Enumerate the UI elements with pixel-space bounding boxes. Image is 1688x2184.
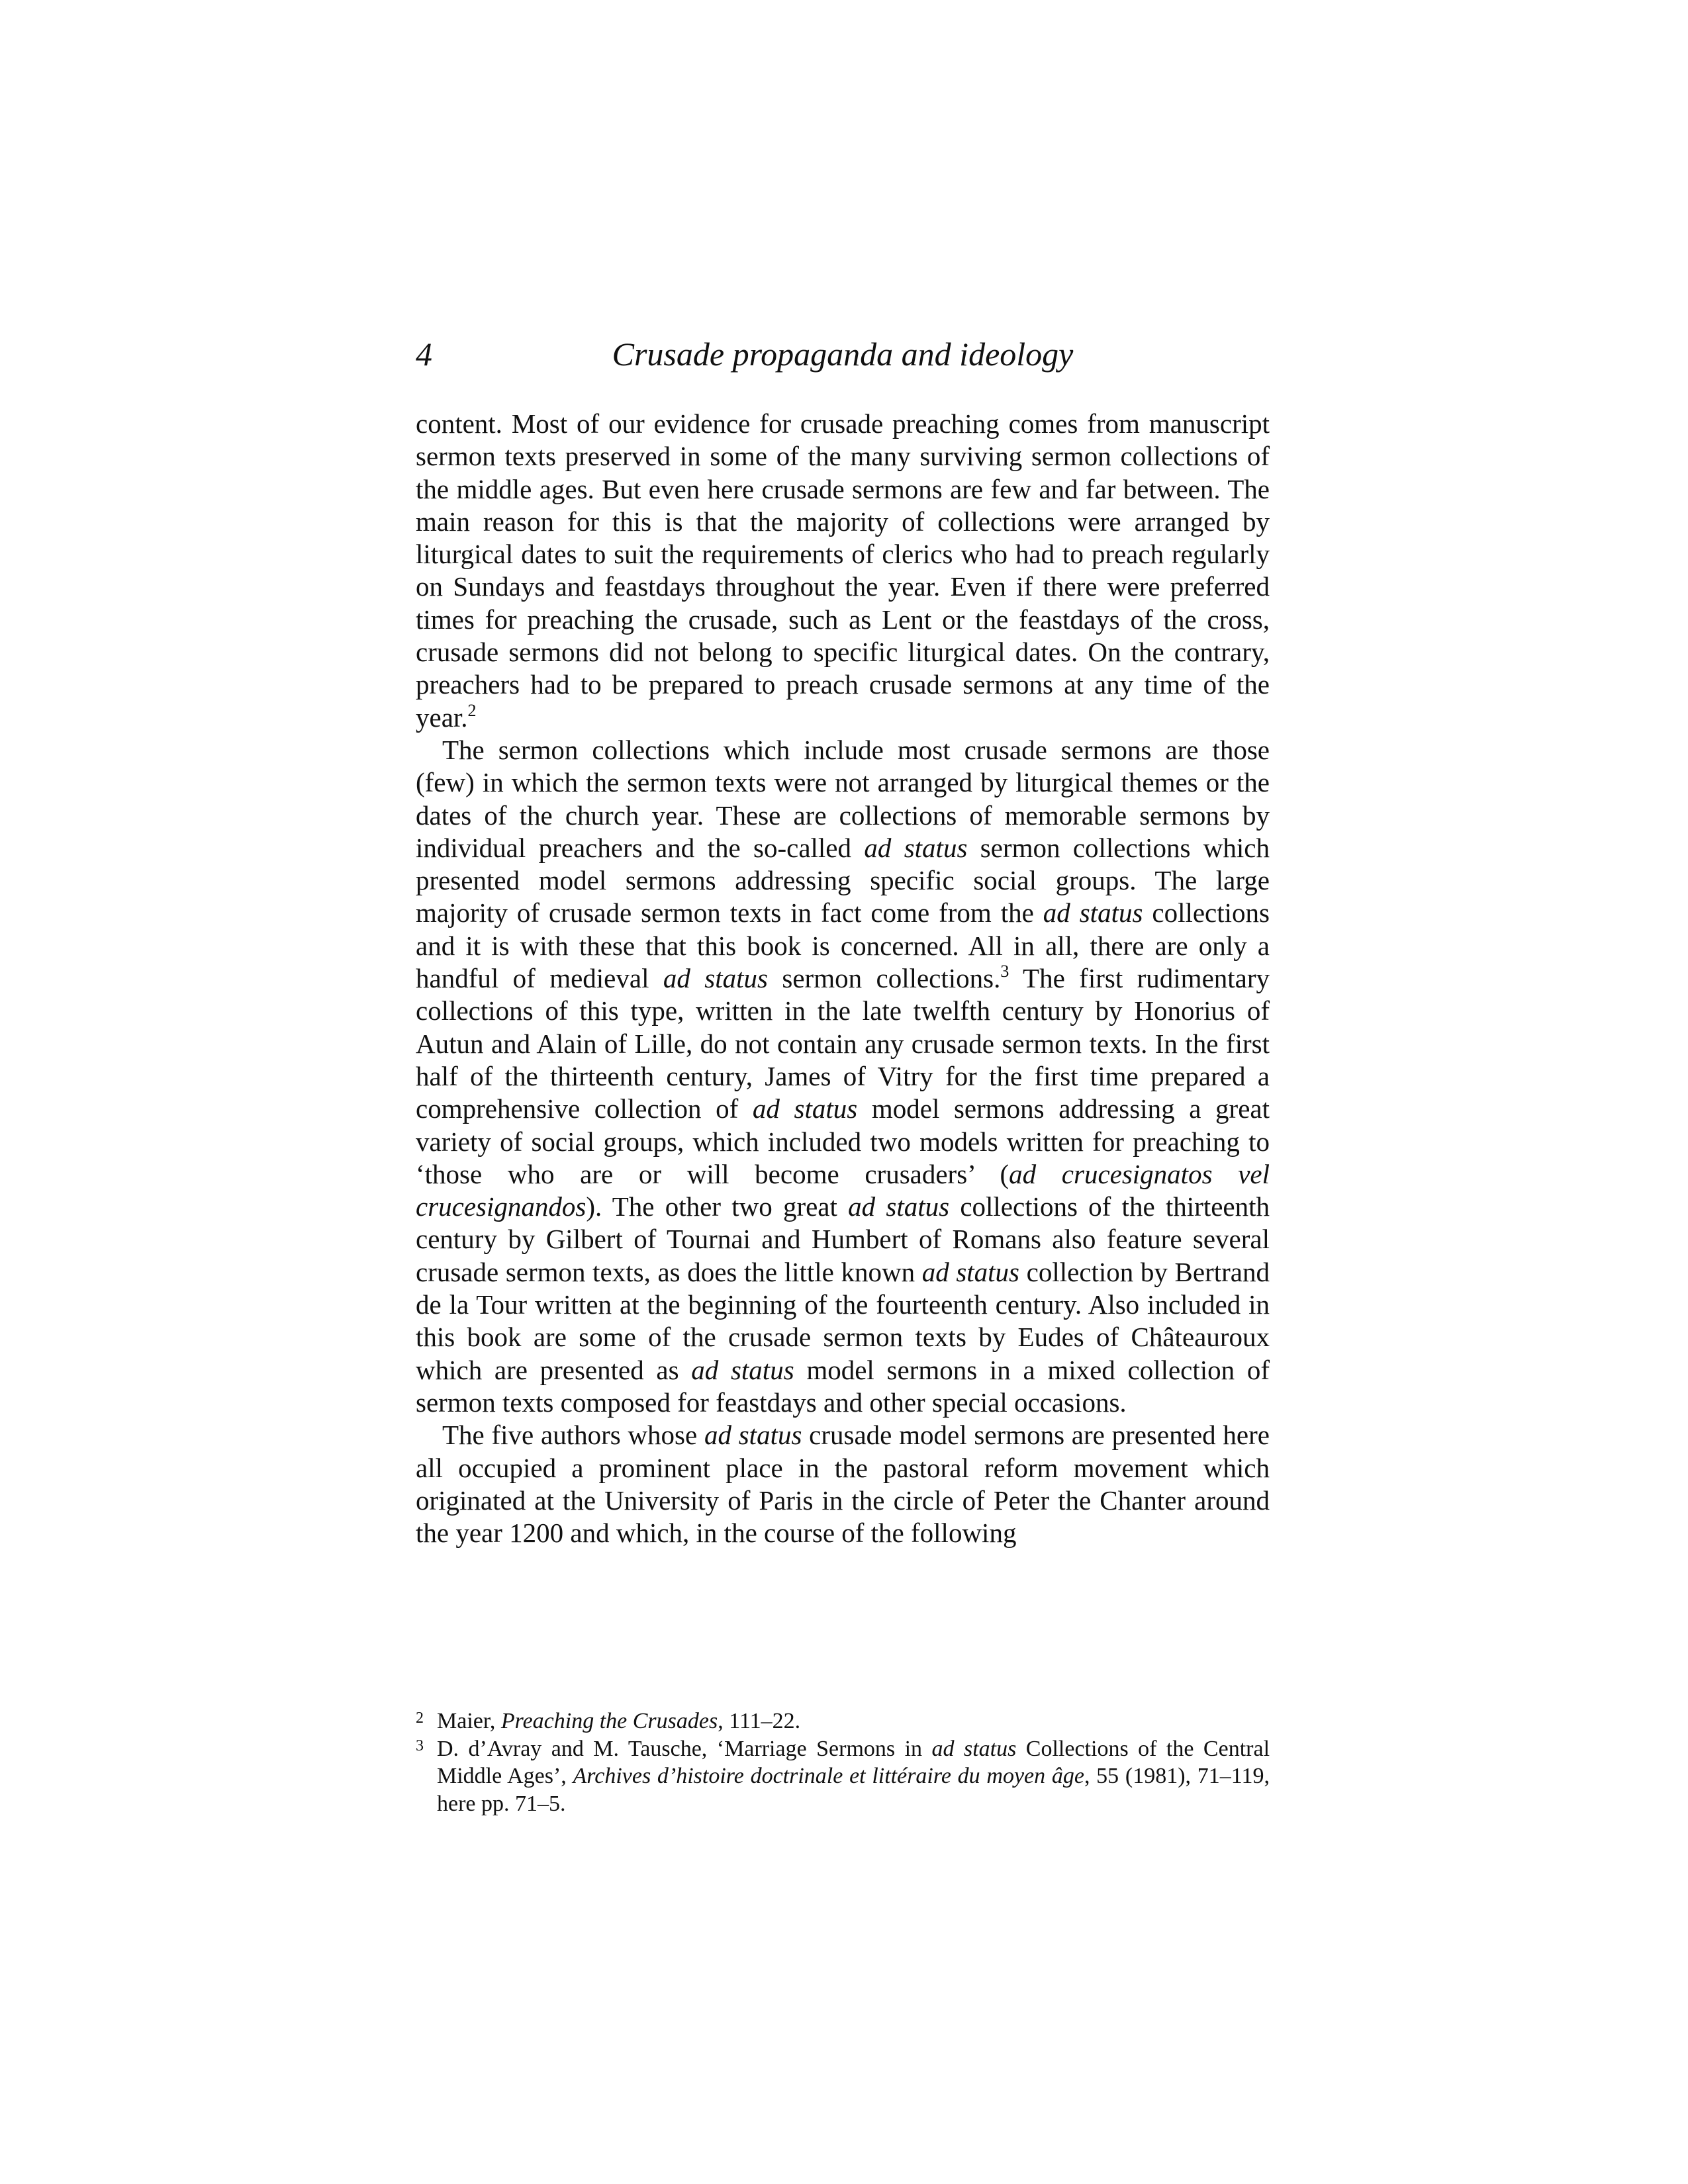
italic-term: ad status xyxy=(931,1736,1017,1761)
footnote-ref-2: 2 xyxy=(467,700,477,720)
italic-term: ad status xyxy=(1043,897,1143,929)
footnote-3 xyxy=(416,1735,1270,1818)
text-run: The sermon collections which include most crusade sermons are those (few) in which the sermon texts were not arranged by liturgical themes or the dates of the church year. These are collections of memorable sermons by individual preachers and the so-called xyxy=(416,734,1270,863)
text-run: collections and it is with these that this book is concerned. All in all, there are only a handful of medieval xyxy=(416,897,1270,994)
footnote-mark: 3 xyxy=(416,1737,424,1754)
italic-term: ad status xyxy=(848,1191,950,1222)
italic-term: ad status xyxy=(921,1256,1020,1287)
italic-term: ad status xyxy=(691,1354,794,1385)
text-run: model sermons in a mixed collection of sermon texts composed for feastdays and other special occasions. xyxy=(416,1354,1270,1418)
text-run: D. d’Avray and M. Tausche, ‘Marriage Sermons in xyxy=(437,1736,932,1761)
text-run: crusade model sermons are presented here all occupied a prominent place in the pastoral reform movement which originated at the University of Paris in the circle of Peter the Chanter around the year 1200 and which, in the course of the following xyxy=(416,1420,1270,1549)
text-run: ). The other two great xyxy=(586,1191,849,1222)
italic-term: ad status xyxy=(663,963,768,994)
text-run: collections of the thirteenth century by Gilbert of Tournai and Humbert of Romans also feature several crusade sermon texts, as does the little known xyxy=(416,1191,1270,1287)
italic-term: ad status xyxy=(752,1093,858,1124)
text-run: sermon collections which presented model sermons addressing specific social groups. The large majority of crusade sermon texts in fact come from the xyxy=(416,832,1270,929)
footnote-ref-3: 3 xyxy=(1000,962,1009,981)
main-text xyxy=(416,408,1270,1549)
text-run: The five authors whose xyxy=(442,1420,704,1451)
italic-term: ad crucesignatos vel crucesignandos xyxy=(416,1158,1270,1222)
text-run: , 55 (1981), 71–119, here pp. 71–5. xyxy=(437,1764,1270,1816)
paragraph-3 xyxy=(416,1419,1270,1549)
page-number: 4 xyxy=(416,336,432,373)
italic-title: Archives d’histoire doctrinale et littéraire du moyen âge xyxy=(573,1764,1084,1788)
paragraph-1 xyxy=(416,408,1270,734)
text-run: model sermons addressing a great variety of social groups, which included two models written for preaching to ‘those who are or will become crusaders’ ( xyxy=(416,1093,1270,1189)
footnote-mark: 2 xyxy=(416,1709,424,1727)
text-run: Collections of the Central Middle Ages’, xyxy=(437,1736,1270,1788)
italic-title: Preaching the Crusades xyxy=(500,1709,718,1733)
text-run: Maier, xyxy=(437,1709,501,1733)
text-run: collection by Bertrand de la Tour written at the beginning of the fourteenth century. Also included in this book are some of the crusade sermon texts by Eudes of Châteauroux which are presented as xyxy=(416,1256,1270,1385)
footnotes xyxy=(416,1707,1270,1817)
footnote-2 xyxy=(416,1707,1270,1735)
running-title: Crusade propaganda and ideology xyxy=(612,336,1074,373)
text-run: The first rudimentary collections of this type, written in the late twelfth century by Honorius of Autun and Alain of Lille, do not contain any crusade sermon texts. In the first half of the thirteenth century, James of Vitry for the first time prepared a comprehensive collection of xyxy=(416,963,1270,1124)
paragraph-2 xyxy=(416,734,1270,1419)
text-run: , 111–22. xyxy=(718,1709,801,1733)
text-run: content. Most of our evidence for crusade preaching comes from manuscript sermon texts preserved in some of the many surviving sermon collections of the middle ages. But even here crusade sermons are few and far between. The main reason for this is that the majority of collections were arranged by liturgical dates to suit the requirements of clerics who had to preach regularly on Sundays and feastdays throughout the year. Even if there were preferred times for preaching the crusade, such as Lent or the feastdays of the cross, crusade sermons did not belong to specific liturgical dates. On the contrary, preachers had to be prepared to preach crusade sermons at any time of the year. xyxy=(416,408,1270,733)
text-run: sermon collections. xyxy=(768,963,1001,994)
italic-term: ad status xyxy=(864,832,968,863)
italic-term: ad status xyxy=(704,1420,802,1451)
